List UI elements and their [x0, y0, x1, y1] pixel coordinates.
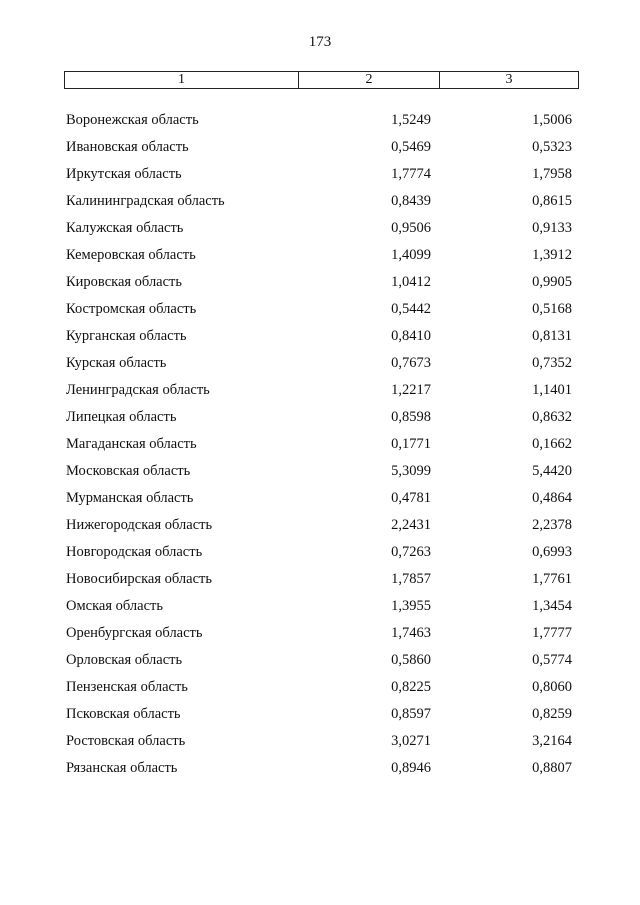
value-col-2: 1,3955 — [391, 598, 431, 614]
region-name: Калужская область — [66, 220, 184, 236]
table-row — [0, 598, 640, 625]
table-row — [0, 463, 640, 490]
value-col-3: 0,8615 — [532, 193, 572, 209]
value-col-3: 0,5323 — [532, 139, 572, 155]
table-row — [0, 139, 640, 166]
table-row — [0, 706, 640, 733]
value-col-3: 0,6993 — [532, 544, 572, 560]
region-name: Ленинградская область — [66, 382, 210, 398]
region-name: Кировская область — [66, 274, 183, 290]
region-name: Иркутская область — [66, 166, 182, 182]
value-col-3: 0,9133 — [532, 220, 572, 236]
value-col-3: 1,7761 — [532, 571, 572, 587]
region-name: Рязанская область — [66, 760, 178, 776]
region-name: Орловская область — [66, 652, 183, 668]
value-col-2: 1,7774 — [391, 166, 431, 182]
value-col-2: 0,8225 — [391, 679, 431, 695]
value-col-3: 0,8807 — [532, 760, 572, 776]
value-col-2: 0,5469 — [391, 139, 431, 155]
value-col-3: 0,9905 — [532, 274, 572, 290]
value-col-2: 0,8439 — [391, 193, 431, 209]
value-col-3: 0,8632 — [532, 409, 572, 425]
region-name: Нижегородская область — [66, 517, 213, 533]
value-col-3: 1,7958 — [532, 166, 572, 182]
region-name: Курская область — [66, 355, 167, 371]
region-name: Омская область — [66, 598, 163, 614]
value-col-2: 5,3099 — [391, 463, 431, 479]
page-number: 173 — [308, 34, 332, 50]
value-col-2: 1,7463 — [391, 625, 431, 641]
table-row — [0, 247, 640, 274]
value-col-3: 0,7352 — [532, 355, 572, 371]
value-col-2: 0,8946 — [391, 760, 431, 776]
value-col-2: 0,8410 — [391, 328, 431, 344]
value-col-3: 1,1401 — [532, 382, 572, 398]
region-name: Мурманская область — [66, 490, 194, 506]
column-header-2: 2 — [299, 72, 440, 88]
value-col-3: 0,5168 — [532, 301, 572, 317]
value-col-3: 1,3912 — [532, 247, 572, 263]
table-row — [0, 328, 640, 355]
value-col-3: 0,8060 — [532, 679, 572, 695]
value-col-3: 3,2164 — [532, 733, 572, 749]
region-name: Магаданская область — [66, 436, 197, 452]
table-row — [0, 382, 640, 409]
table-row — [0, 409, 640, 436]
table-row — [0, 274, 640, 301]
table-row — [0, 625, 640, 652]
table-row — [0, 679, 640, 706]
value-col-2: 0,9506 — [391, 220, 431, 236]
region-name: Оренбургская область — [66, 625, 203, 641]
value-col-3: 0,8131 — [532, 328, 572, 344]
table-row — [0, 490, 640, 517]
region-name: Ивановская область — [66, 139, 189, 155]
value-col-2: 1,5249 — [391, 112, 431, 128]
region-name: Костромская область — [66, 301, 197, 317]
table-row — [0, 733, 640, 760]
value-col-2: 0,8598 — [391, 409, 431, 425]
value-col-3: 1,7777 — [532, 625, 572, 641]
value-col-3: 5,4420 — [532, 463, 572, 479]
table-row — [0, 517, 640, 544]
table-row — [0, 166, 640, 193]
column-header-table — [64, 71, 579, 89]
region-table-body — [0, 112, 640, 787]
value-col-3: 2,2378 — [532, 517, 572, 533]
value-col-3: 1,3454 — [532, 598, 572, 614]
table-row — [0, 544, 640, 571]
region-name: Кемеровская область — [66, 247, 196, 263]
value-col-2: 1,0412 — [391, 274, 431, 290]
value-col-2: 0,1771 — [391, 436, 431, 452]
region-name: Псковская область — [66, 706, 181, 722]
column-header-3: 3 — [505, 72, 513, 87]
table-row — [0, 436, 640, 463]
table-row — [0, 760, 640, 787]
region-name: Воронежская область — [66, 112, 199, 128]
value-col-2: 0,8597 — [391, 706, 431, 722]
table-row — [0, 220, 640, 247]
value-col-2: 0,4781 — [391, 490, 431, 506]
table-row — [0, 112, 640, 139]
table-row — [0, 355, 640, 382]
value-col-2: 0,7673 — [391, 355, 431, 371]
value-col-2: 0,5442 — [391, 301, 431, 317]
value-col-3: 0,5774 — [532, 652, 572, 668]
region-name: Пензенская область — [66, 679, 188, 695]
value-col-2: 1,2217 — [391, 382, 431, 398]
table-row — [0, 652, 640, 679]
value-col-2: 1,7857 — [391, 571, 431, 587]
region-name: Новосибирская область — [66, 571, 212, 587]
region-name: Калининградская область — [66, 193, 225, 209]
region-name: Новгородская область — [66, 544, 203, 560]
table-row — [0, 193, 640, 220]
column-header-1: 1 — [65, 72, 299, 88]
value-col-3: 0,4864 — [532, 490, 572, 506]
region-name: Липецкая область — [66, 409, 177, 425]
value-col-2: 2,2431 — [391, 517, 431, 533]
table-row — [0, 571, 640, 598]
value-col-2: 3,0271 — [391, 733, 431, 749]
region-name: Курганская область — [66, 328, 187, 344]
value-col-3: 1,5006 — [532, 112, 572, 128]
value-col-2: 1,4099 — [391, 247, 431, 263]
value-col-3: 0,1662 — [532, 436, 572, 452]
region-name: Ростовская область — [66, 733, 186, 749]
table-row — [0, 301, 640, 328]
value-col-3: 0,8259 — [532, 706, 572, 722]
region-name: Московская область — [66, 463, 191, 479]
value-col-2: 0,7263 — [391, 544, 431, 560]
value-col-2: 0,5860 — [391, 652, 431, 668]
